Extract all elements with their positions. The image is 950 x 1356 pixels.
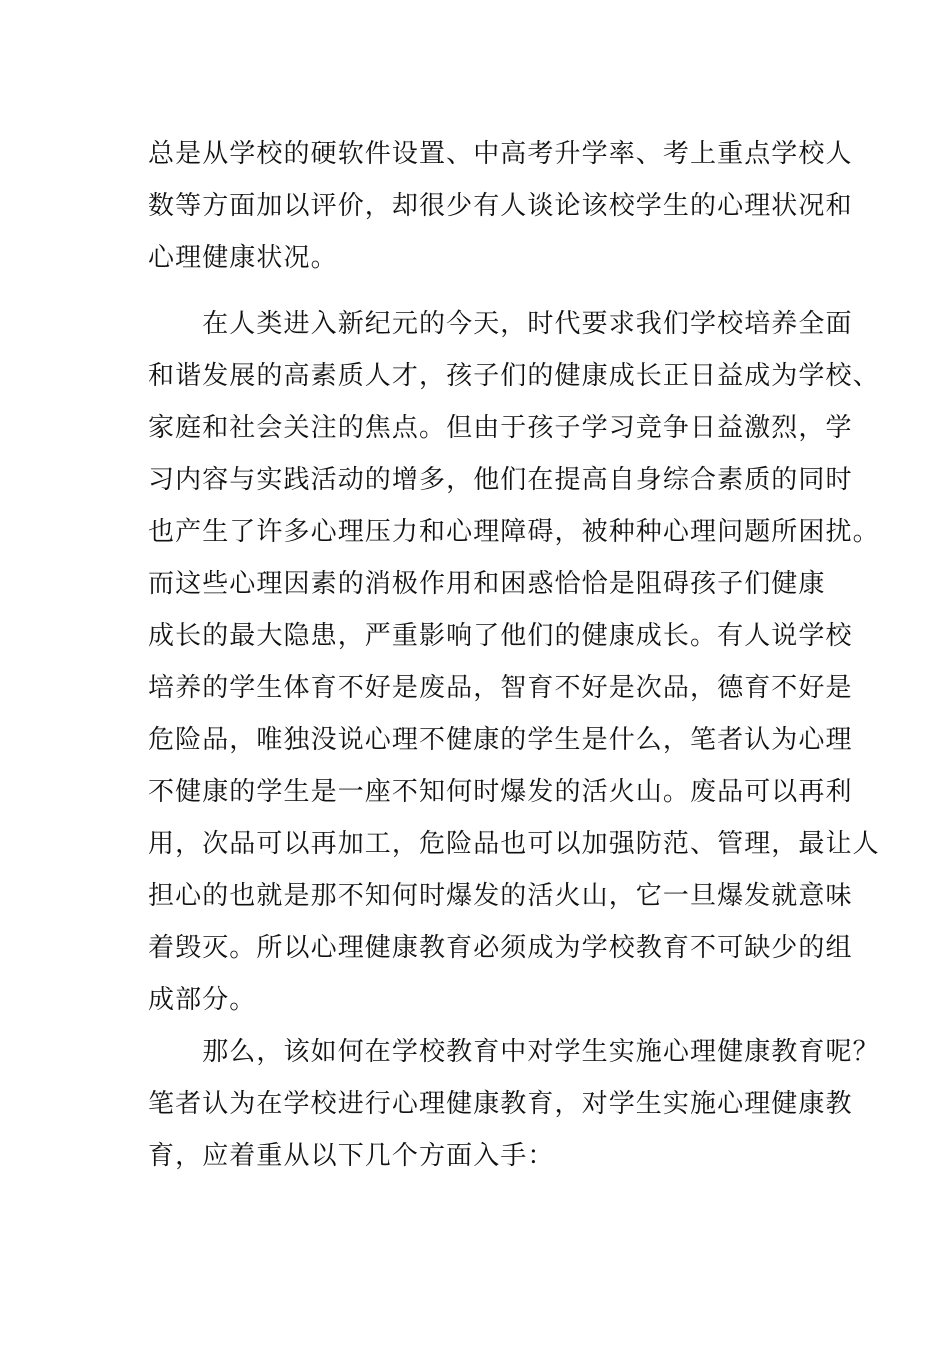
text-line: 危险品，唯独没说心理不健康的学生是什么，笔者认为心理 <box>148 725 853 755</box>
paragraph-1 <box>148 128 853 284</box>
text-line: 不健康的学生是一座不知何时爆发的活火山。废品可以再利 <box>148 777 853 807</box>
text-line: 也产生了许多心理压力和心理障碍，被种种心理问题所困扰。 <box>148 517 880 547</box>
text-line: 育，应着重从以下几个方面入手： <box>148 1141 555 1171</box>
text-line: 家庭和社会关注的焦点。但由于孩子学习竞争日益激烈，学 <box>148 413 853 443</box>
text-line: 数等方面加以评价，却很少有人谈论该校学生的心理状况和 <box>148 191 853 221</box>
text-line: 而这些心理因素的消极作用和困惑恰恰是阻碍孩子们健康 <box>148 569 826 599</box>
text-line: 用，次品可以再加工，危险品也可以加强防范、管理，最让人 <box>148 829 880 859</box>
text-line: 笔者认为在学校进行心理健康教育，对学生实施心理健康教 <box>148 1089 853 1119</box>
paragraph-2 <box>148 298 880 1026</box>
text-line: 成长的最大隐患，严重影响了他们的健康成长。有人说学校 <box>148 621 853 651</box>
text-line: 那么，该如何在学校教育中对学生实施心理健康教育呢？ <box>148 1037 880 1067</box>
text-line: 担心的也就是那不知何时爆发的活火山，它一旦爆发就意味 <box>148 881 853 911</box>
text-line: 着毁灭。所以心理健康教育必须成为学校教育不可缺少的组 <box>148 933 853 963</box>
text-line: 心理健康状况。 <box>148 243 338 273</box>
paragraph-3 <box>148 1026 880 1182</box>
text-line: 在人类进入新纪元的今天，时代要求我们学校培养全面 <box>148 309 853 339</box>
text-line: 成部分。 <box>148 985 257 1015</box>
text-line: 培养的学生体育不好是废品，智育不好是次品，德育不好是 <box>148 673 853 703</box>
text-line: 和谐发展的高素质人才，孩子们的健康成长正日益成为学校、 <box>148 361 880 391</box>
text-line: 习内容与实践活动的增多，他们在提高自身综合素质的同时 <box>148 465 853 495</box>
text-line: 总是从学校的硬软件设置、中高考升学率、考上重点学校人 <box>148 139 853 169</box>
